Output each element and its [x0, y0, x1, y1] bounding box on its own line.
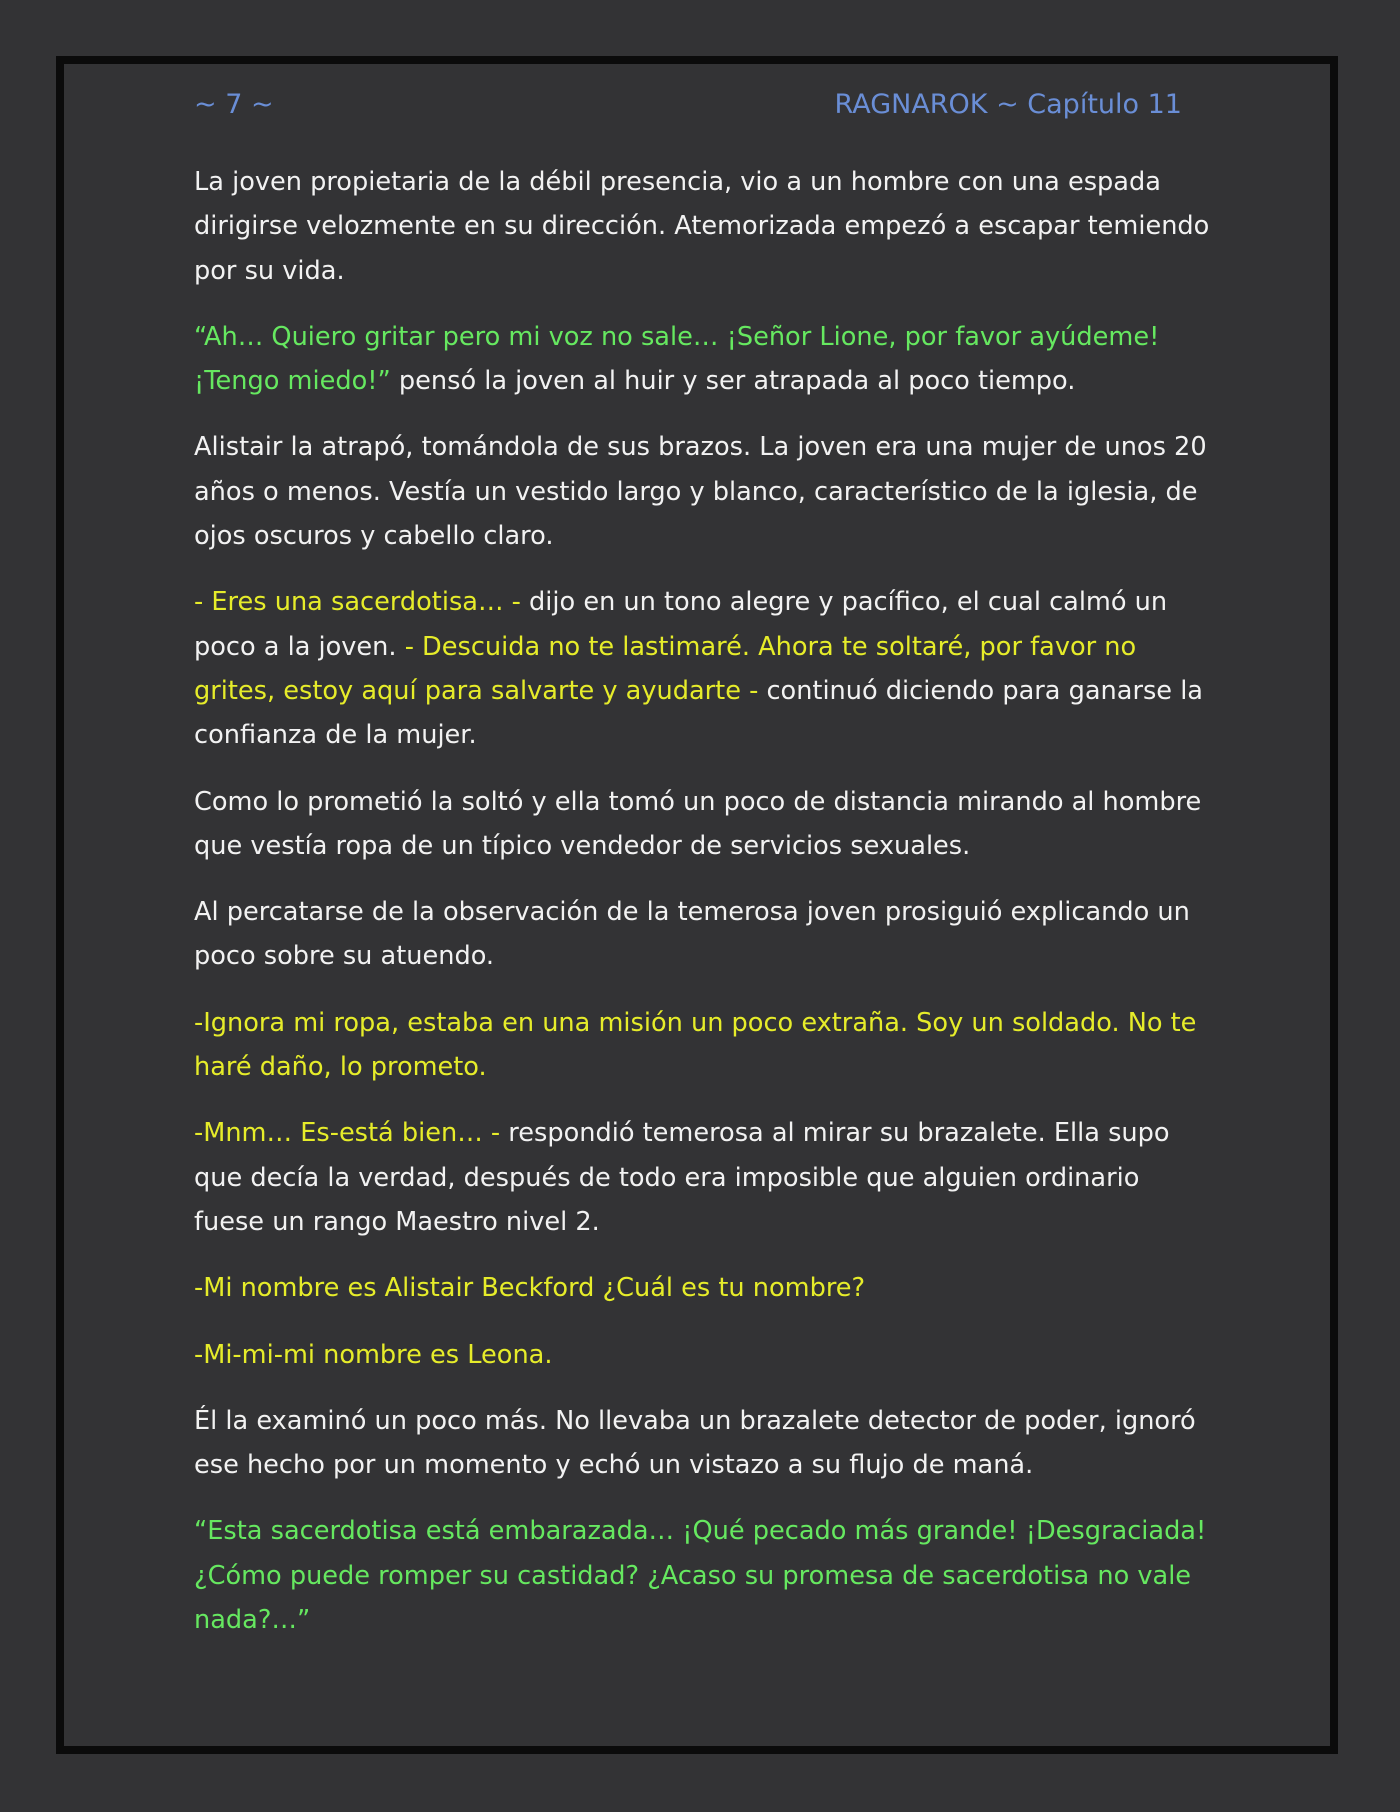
paragraph: [194, 580, 1214, 757]
paragraph: [194, 160, 1214, 293]
page-number: ~ 7 ~: [194, 88, 274, 120]
paragraph: [194, 1509, 1214, 1642]
dialogue-text: -Mi nombre es Alistair Beckford ¿Cuál es tu nombre?: [194, 1273, 866, 1304]
dialogue-text: - Descuida no te lastimaré. Ahora te soltaré, por favor no grites, estoy aquí para salvarte y ayudarte -: [194, 631, 1137, 706]
paragraph: [194, 1333, 1214, 1377]
paragraph: [194, 780, 1214, 869]
dialogue-text: -Ignora mi ropa, estaba en una misión un poco extraña. Soy un soldado. No te haré daño, lo prometo.: [194, 1007, 1197, 1083]
narration-text: continuó diciendo para ganarse la confianza de la mujer.: [194, 675, 1203, 751]
narration-text: La joven propietaria de la débil presencia, vio a un hombre con una espada dirigirse velozmente en su dirección. Atemorizada empezó a escapar temiendo por su vida.: [194, 167, 1210, 286]
dialogue-text: -Mi-mi-mi nombre es Leona.: [194, 1339, 553, 1370]
paragraph: [194, 315, 1214, 404]
paragraph: [194, 1399, 1214, 1488]
narration-text: respondió temerosa al mirar su brazalete. Ella supo que decía la verdad, después de todo era imposible que alguien ordinario fuese un rango Maestro nivel 2.: [194, 1118, 1170, 1237]
page-header: [194, 84, 1182, 124]
narration-text: pensó la joven al huir y ser atrapada al poco tiempo.: [390, 366, 1076, 397]
thought-text: “Esta sacerdotisa está embarazada… ¡Qué pecado más grande! ¡Desgraciada! ¿Cómo puede romper su castidad? ¿Acaso su promesa de sacerdotisa no vale nada?…”: [194, 1516, 1207, 1636]
narration-text: dijo en un tono alegre y pacífico, el cual calmó un poco a la joven.: [194, 587, 1168, 662]
narration-text: Al percatarse de la observación de la temerosa joven prosiguió explicando un poco sobre su atuendo.: [194, 897, 1190, 972]
narration-text: Como lo prometió la soltó y ella tomó un poco de distancia mirando al hombre que vestía ropa de un típico vendedor de servicios sexuales.: [194, 786, 1202, 861]
dialogue-text: -Mnm… Es-está bien… -: [194, 1118, 501, 1149]
paragraph: [194, 1111, 1214, 1244]
paragraph: [194, 425, 1214, 558]
narration-text: Él la examinó un poco más. No llevaba un brazalete detector de poder, ignoró ese hecho por un momento y echó un vistazo a su flujo de maná.: [194, 1405, 1196, 1481]
paragraph: [194, 890, 1214, 979]
chapter-title: RAGNAROK ~ Capítulo 11: [834, 88, 1182, 120]
dialogue-text: - Eres una sacerdotisa… -: [194, 587, 521, 618]
page-content: [194, 160, 1214, 1664]
narration-text: Alistair la atrapó, tomándola de sus brazos. La joven era una mujer de unos 20 años o menos. Vestía un vestido largo y blanco, característico de la iglesia, de ojos oscuros y cabello claro.: [194, 432, 1207, 552]
paragraph: [194, 1001, 1214, 1090]
thought-text: “Ah… Quiero gritar pero mi voz no sale… ¡Señor Lione, por favor ayúdeme! ¡Tengo miedo!”: [194, 321, 1160, 397]
paragraph: [194, 1266, 1214, 1310]
